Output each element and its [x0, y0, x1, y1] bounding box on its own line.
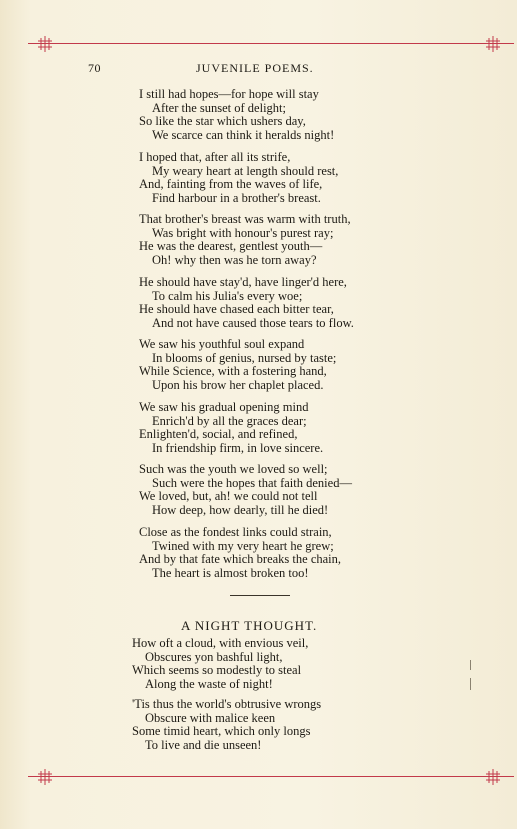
corner-ornament-icon	[484, 35, 502, 53]
stanza-2	[0, 151, 517, 205]
stanza-3	[0, 213, 517, 267]
poem-line: And not have caused those tears to flow.	[152, 315, 354, 330]
poem-line: Some timid heart, which only longs	[132, 724, 311, 739]
section-divider	[230, 595, 290, 596]
poem-line: Along the waste of night!	[145, 676, 273, 691]
stanza-1	[0, 88, 517, 142]
poem-line: We scarce can think it heralds night!	[152, 127, 335, 142]
margin-mark	[470, 678, 471, 690]
poem-line: Such was the youth we loved so well;	[139, 462, 328, 476]
corner-ornament-icon	[36, 768, 54, 786]
poem-line: Enlighten'd, social, and refined,	[139, 427, 298, 442]
poem-line: The heart is almost broken too!	[152, 565, 309, 580]
poem-line: I hoped that, after all its strife,	[139, 150, 291, 164]
page-header	[88, 61, 468, 77]
poem-line: He should have chased each bitter tear,	[139, 302, 334, 317]
poem-line: 'Tis thus the world's obtrusive wrongs	[132, 697, 322, 711]
stanza-9	[0, 637, 517, 691]
poem-line: In friendship firm, in love sincere.	[152, 440, 324, 455]
poem-line: Enrich'd by all the graces dear;	[152, 413, 307, 428]
poem-line: Twined with my very heart he grew;	[152, 538, 334, 553]
poem-line: To calm his Julia's every woe;	[152, 288, 303, 303]
poem-line: Oh! why then was he torn away?	[152, 252, 317, 267]
poem-line: While Science, with a fostering hand,	[139, 364, 327, 379]
poem-line: Obscure with malice keen	[145, 710, 276, 725]
poem-line: We saw his youthful soul expand	[139, 337, 305, 351]
top-border-rule	[28, 43, 514, 44]
stanza-8	[0, 526, 517, 580]
stanza-10	[0, 698, 517, 752]
page-number: 70	[88, 61, 101, 75]
poem-line: And, fainting from the waves of life,	[139, 177, 323, 192]
poem-line: He should have stay'd, have linger'd here,	[139, 275, 347, 289]
poem-line: How deep, how dearly, till he died!	[152, 502, 329, 517]
corner-ornament-icon	[36, 35, 54, 53]
poem-line: We saw his gradual opening mind	[139, 400, 309, 414]
poem-line: That brother's breast was warm with truth,	[139, 212, 351, 226]
poem-title: A NIGHT THOUGHT.	[181, 618, 318, 633]
poem-line: After the sunset of delight;	[152, 100, 286, 115]
poem-line: Was bright with honour's purest ray;	[152, 225, 334, 240]
poem-line: And by that fate which breaks the chain,	[139, 552, 342, 567]
bottom-border-rule	[28, 776, 514, 777]
poem-line: He was the dearest, gentlest youth—	[139, 239, 323, 254]
poem-line: I still had hopes—for hope will stay	[139, 87, 319, 101]
poem-line: Close as the fondest links could strain,	[139, 525, 332, 539]
corner-ornament-icon	[484, 768, 502, 786]
poem-line: Find harbour in a brother's breast.	[152, 190, 321, 205]
stanza-6	[0, 401, 517, 455]
poem-line: So like the star which ushers day,	[139, 114, 306, 129]
stanza-7	[0, 463, 517, 517]
poem-line: How oft a cloud, with envious veil,	[132, 636, 309, 650]
poem-line: My weary heart at length should rest,	[152, 163, 339, 178]
poem-line: Obscures yon bashful light,	[145, 649, 283, 664]
poem-line: Upon his brow her chaplet placed.	[152, 377, 324, 392]
stanza-4	[0, 276, 517, 330]
poem-line: We loved, but, ah! we could not tell	[139, 489, 318, 504]
running-title: JUVENILE POEMS.	[196, 61, 314, 75]
poem-line: Such were the hopes that faith denied—	[152, 475, 352, 490]
stanza-5	[0, 338, 517, 392]
poem-line: In blooms of genius, nursed by taste;	[152, 350, 337, 365]
poem-line: Which seems so modestly to steal	[132, 663, 302, 678]
poem-line: To live and die unseen!	[145, 737, 262, 752]
margin-mark	[470, 660, 471, 670]
